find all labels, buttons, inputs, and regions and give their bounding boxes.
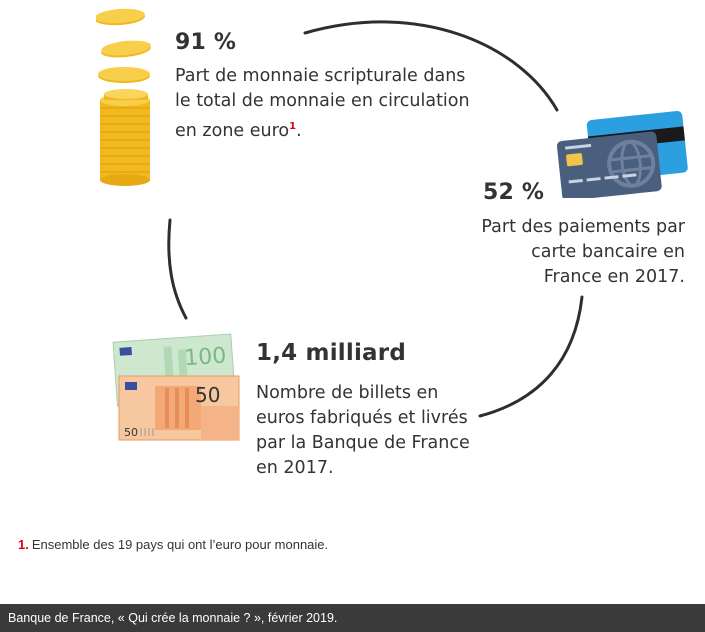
arc-left xyxy=(169,220,186,318)
source-bar xyxy=(0,604,705,632)
note-50-corner-value: 50 xyxy=(124,426,138,439)
bank-card-icon xyxy=(555,108,690,198)
arc-bottom-right xyxy=(480,297,582,416)
stat-description-coins xyxy=(175,64,475,144)
footnote-number: 1. xyxy=(18,537,29,552)
stat-description-coins-text: Part de monnaie scripturale dans le total de monnaie en circulation en zone euro xyxy=(175,66,470,141)
footnote-text: Ensemble des 19 pays qui ont l’euro pour monnaie. xyxy=(31,537,329,552)
flying-coins xyxy=(96,7,152,83)
card-front xyxy=(556,131,662,198)
note-100-value: 100 xyxy=(183,343,228,372)
footnote xyxy=(18,537,328,552)
footnote-ref[interactable]: 1 xyxy=(289,121,297,132)
stat-value-coins: 91 % xyxy=(175,30,237,55)
stat-description-coins-end: . xyxy=(296,120,302,141)
stat-value-bills: 1,4 milliard xyxy=(256,340,406,366)
stat-description-cards: Part des paiements par carte bancaire en France en 2017. xyxy=(481,217,685,287)
stat-description-bills: Nombre de billets en euros fabriqués et livrés par la Banque de France en 2017. xyxy=(256,383,470,478)
coin-stack-icon xyxy=(96,4,158,190)
note-50 xyxy=(119,376,239,440)
euro-banknotes-icon xyxy=(105,328,245,446)
source-text: Banque de France, « Qui crée la monnaie ? », février 2019. xyxy=(8,611,338,625)
stat-value-cards: 52 % xyxy=(483,180,545,205)
note-50-value: 50 xyxy=(195,383,221,407)
stacked-coins xyxy=(100,89,150,186)
